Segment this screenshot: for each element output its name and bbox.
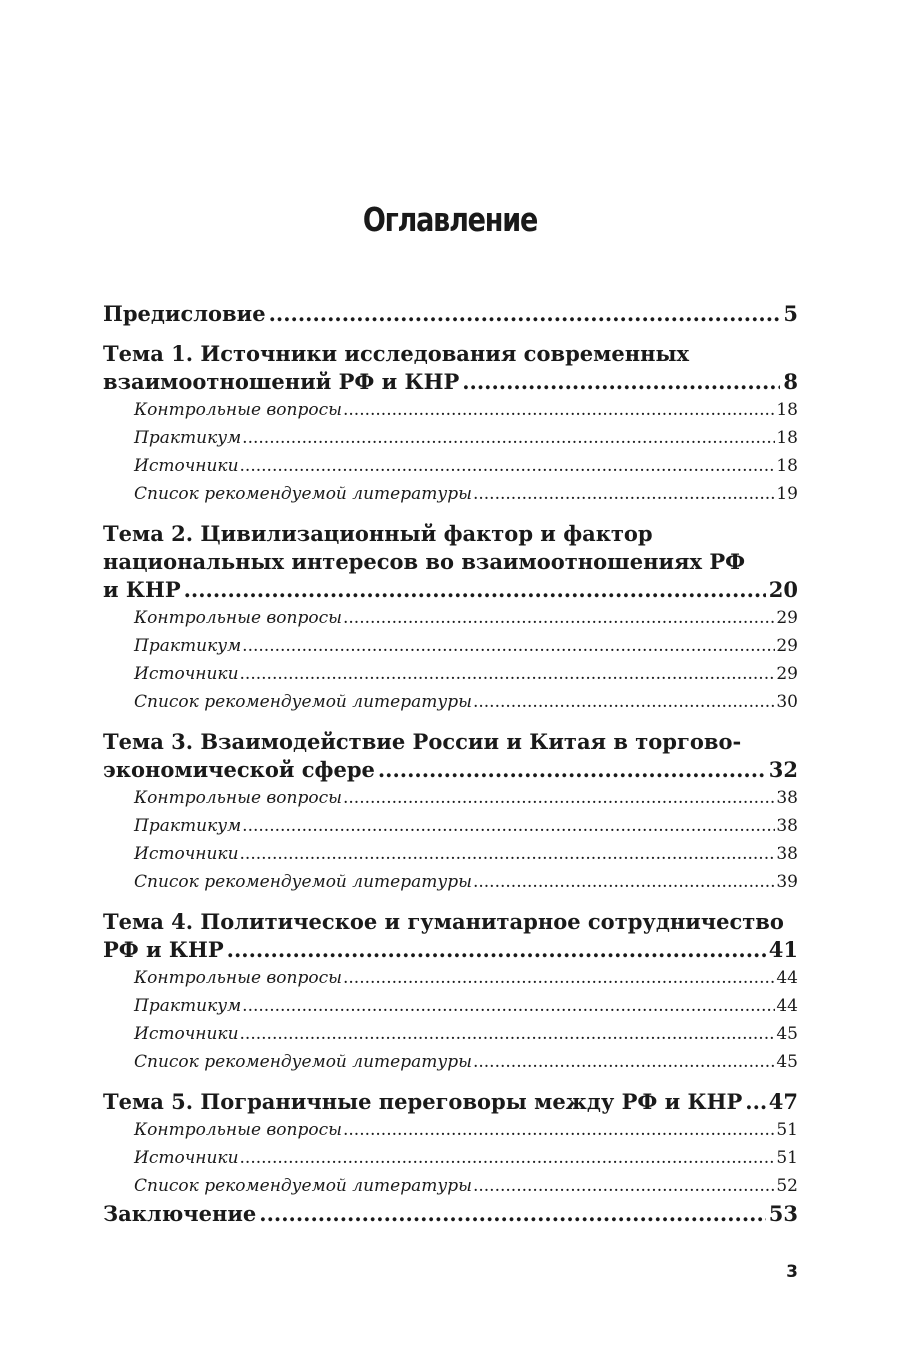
toc-entry-label: Тема 5. Пограничные переговоры между РФ и КНР <box>103 1089 743 1114</box>
toc-entry-preface[interactable] <box>103 300 798 328</box>
page-number: 3 <box>786 1262 798 1282</box>
toc-subentry[interactable] <box>103 396 798 424</box>
dot-leader <box>473 688 775 716</box>
toc-subentry-page: 44 <box>776 996 798 1016</box>
toc-subentry-label: Контрольные вопросы <box>134 400 342 420</box>
toc-subentry-label: Источники <box>134 664 239 684</box>
toc-subentry-page: 29 <box>776 636 798 656</box>
toc-subentry[interactable] <box>103 964 798 992</box>
table-of-contents <box>103 300 798 1228</box>
toc-subentry-label: Источники <box>134 456 239 476</box>
toc-subentry[interactable] <box>103 480 798 508</box>
dot-leader <box>240 1020 776 1048</box>
toc-subentry-label: Список рекомендуемой литературы <box>134 692 472 712</box>
dot-leader <box>240 840 776 868</box>
toc-subentry-page: 38 <box>776 816 798 836</box>
toc-entry-label: Заключение <box>103 1201 257 1226</box>
toc-entry-topic-3[interactable] <box>103 756 798 784</box>
toc-entry-label: и КНР <box>103 577 181 602</box>
toc-subentry-label: Контрольные вопросы <box>134 788 342 808</box>
dot-leader <box>462 368 780 396</box>
toc-subentry[interactable] <box>103 452 798 480</box>
toc-subentry-page: 30 <box>776 692 798 712</box>
dot-leader <box>242 812 775 840</box>
toc-subentry-page: 19 <box>776 484 798 504</box>
dot-leader <box>242 992 775 1020</box>
toc-group-topic-5 <box>103 1088 798 1228</box>
toc-subentry-label: Контрольные вопросы <box>134 968 342 988</box>
dot-leader <box>242 632 775 660</box>
toc-subentry-label: Источники <box>134 1024 239 1044</box>
toc-subentry[interactable] <box>103 1020 798 1048</box>
toc-subentry[interactable] <box>103 868 798 896</box>
dot-leader <box>240 452 776 480</box>
toc-subentry[interactable] <box>103 1048 798 1076</box>
toc-subentry[interactable] <box>103 688 798 716</box>
dot-leader <box>343 396 775 424</box>
toc-subentry-page: 29 <box>776 664 798 684</box>
dot-leader <box>259 1200 765 1228</box>
dot-leader <box>378 756 766 784</box>
toc-entry-page: 5 <box>783 301 798 326</box>
toc-group-preface <box>103 300 798 328</box>
toc-topic-title-line[interactable]: Тема 1. Источники исследования современных <box>103 341 690 366</box>
toc-entry-topic-1[interactable] <box>103 368 798 396</box>
toc-subentry-page: 18 <box>776 428 798 448</box>
toc-subentry[interactable] <box>103 1116 798 1144</box>
toc-entry-label: экономической сфере <box>103 757 375 782</box>
toc-subentry-label: Практикум <box>134 996 242 1016</box>
toc-subentry-page: 18 <box>776 400 798 420</box>
toc-subentry-label: Контрольные вопросы <box>134 608 342 628</box>
toc-topic-title-line[interactable]: национальных интересов во взаимоотношениях РФ <box>103 549 746 574</box>
toc-entry-page: 20 <box>768 577 798 602</box>
dot-leader <box>473 868 775 896</box>
toc-entry-page: 47 <box>768 1089 798 1114</box>
toc-entry-topic-4[interactable] <box>103 936 798 964</box>
toc-group-topic-1 <box>103 340 798 508</box>
toc-subentry-label: Контрольные вопросы <box>134 1120 342 1140</box>
toc-topic-title-line[interactable]: Тема 4. Политическое и гуманитарное сотрудничество <box>103 909 784 934</box>
toc-subentry-label: Практикум <box>134 428 242 448</box>
toc-subentry[interactable] <box>103 632 798 660</box>
toc-entry-page: 8 <box>783 369 798 394</box>
toc-subentry[interactable] <box>103 784 798 812</box>
dot-leader <box>242 424 775 452</box>
toc-topic-title-line[interactable]: Тема 3. Взаимодействие России и Китая в торгово- <box>103 729 742 754</box>
dot-leader <box>227 936 766 964</box>
toc-subentry[interactable] <box>103 992 798 1020</box>
toc-subentry[interactable] <box>103 840 798 868</box>
toc-entry-page: 41 <box>768 937 798 962</box>
toc-subentry[interactable] <box>103 1144 798 1172</box>
toc-entry-conclusion[interactable] <box>103 1200 798 1228</box>
toc-subentry-label: Практикум <box>134 636 242 656</box>
toc-entry-label: взаимоотношений РФ и КНР <box>103 369 460 394</box>
toc-subentry-page: 18 <box>776 456 798 476</box>
toc-subentry-page: 45 <box>776 1024 798 1044</box>
dot-leader <box>343 784 775 812</box>
toc-subentry-page: 38 <box>776 844 798 864</box>
dot-leader <box>240 1144 776 1172</box>
toc-topic-title-line[interactable]: Тема 2. Цивилизационный фактор и фактор <box>103 521 653 546</box>
dot-leader <box>745 1088 765 1116</box>
toc-subentry[interactable] <box>103 604 798 632</box>
page-title: Оглавление <box>362 200 538 239</box>
toc-group-topic-4 <box>103 908 798 1076</box>
toc-subentry-label: Список рекомендуемой литературы <box>134 1052 472 1072</box>
dot-leader <box>473 1048 775 1076</box>
toc-subentry-label: Список рекомендуемой литературы <box>134 484 472 504</box>
toc-entry-topic-5[interactable] <box>103 1088 798 1116</box>
toc-entry-page: 32 <box>768 757 798 782</box>
toc-subentry-label: Источники <box>134 1148 239 1168</box>
toc-subentry-page: 51 <box>776 1148 798 1168</box>
toc-group-topic-2 <box>103 520 798 716</box>
toc-subentry-page: 51 <box>776 1120 798 1140</box>
toc-subentry-page: 38 <box>776 788 798 808</box>
toc-entry-label: Предисловие <box>103 301 266 326</box>
dot-leader <box>473 480 775 508</box>
toc-entry-topic-2[interactable] <box>103 576 798 604</box>
toc-subentry[interactable] <box>103 812 798 840</box>
dot-leader <box>269 300 781 328</box>
dot-leader <box>473 1172 775 1200</box>
toc-subentry[interactable] <box>103 1172 798 1200</box>
dot-leader <box>240 660 776 688</box>
dot-leader <box>343 1116 775 1144</box>
toc-group-topic-3 <box>103 728 798 896</box>
dot-leader <box>343 964 775 992</box>
toc-subentry-page: 39 <box>776 872 798 892</box>
toc-entry-label: РФ и КНР <box>103 937 224 962</box>
toc-entry-page: 53 <box>768 1201 798 1226</box>
toc-subentry-label: Практикум <box>134 816 242 836</box>
toc-subentry-page: 52 <box>776 1176 798 1196</box>
toc-subentry-page: 44 <box>776 968 798 988</box>
toc-subentry-label: Источники <box>134 844 239 864</box>
dot-leader <box>184 576 766 604</box>
dot-leader <box>343 604 775 632</box>
toc-subentry-label: Список рекомендуемой литературы <box>134 872 472 892</box>
toc-subentry[interactable] <box>103 424 798 452</box>
toc-subentry-label: Список рекомендуемой литературы <box>134 1176 472 1196</box>
toc-subentry-page: 29 <box>776 608 798 628</box>
toc-subentry-page: 45 <box>776 1052 798 1072</box>
toc-subentry[interactable] <box>103 660 798 688</box>
